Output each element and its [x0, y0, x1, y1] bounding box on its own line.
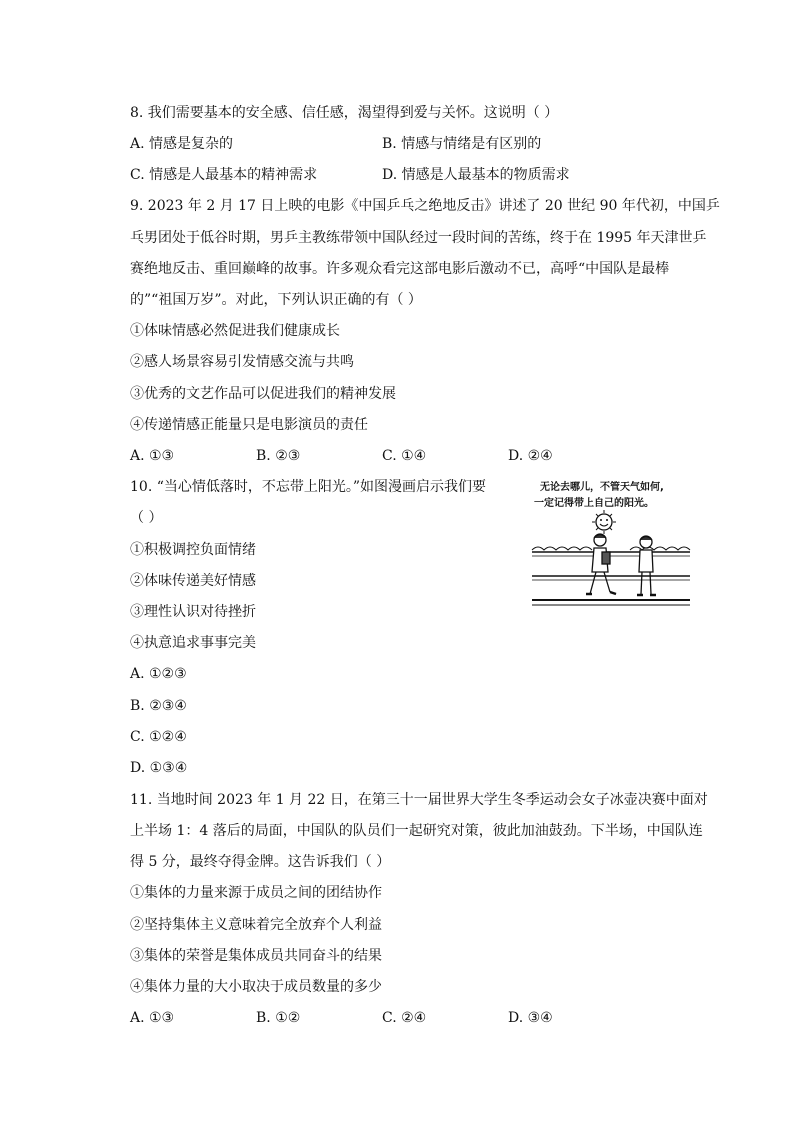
q8-option-a: A. 情感是复杂的	[130, 136, 234, 152]
q9-item-1: ①体味情感必然促进我们健康成长	[130, 323, 340, 339]
q10-stem-line: （ ）	[130, 510, 163, 526]
walking-boy-figure	[586, 534, 616, 594]
q11-item-4: ④集体力量的大小取决于成员数量的多少	[130, 979, 382, 995]
q10-option-b: B. ②③④	[130, 698, 187, 714]
q9-item-2: ②感人场景容易引发情感交流与共鸣	[130, 354, 354, 370]
q9-stem-line: 乓男团处于低谷时期，男乒主教练带领中国队经过一段时间的苦练，终于在 1995 年天津世乒	[130, 230, 707, 246]
comic-caption-line-2: 一定记得带上自己的阳光。	[534, 498, 654, 509]
standing-boy-figure	[637, 536, 656, 595]
q8-option-d: D. 情感是人最基本的物质需求	[382, 167, 570, 183]
q10-item-2: ②体味传递美好情感	[130, 573, 256, 589]
q9-option-d: D. ②④	[508, 448, 553, 464]
q11-option-b: B. ①②	[256, 1010, 301, 1026]
q11-stem-line: 11. 当地时间 2023 年 1 月 22 日，在第三十一届世界大学生冬季运动会女子冰壶决赛中面对	[130, 792, 708, 808]
q9-stem-line: 的”“祖国万岁”。对此，下列认识正确的有（ ）	[130, 292, 422, 308]
q9-item-3: ③优秀的文艺作品可以促进我们的精神发展	[130, 386, 396, 402]
q11-stem-line: 得 5 分，最终夺得金牌。这告诉我们（ ）	[130, 854, 391, 870]
q9-stem-line: 9. 2023 年 2 月 17 日上映的电影《中国乒乓之绝地反击》讲述了 20 世纪 90 年代初，中国乒	[130, 198, 720, 214]
q9-option-a: A. ①③	[130, 448, 175, 464]
q8-stem: 8. 我们需要基本的安全感、信任感，渴望得到爱与关怀。这说明（ ）	[130, 105, 559, 121]
q11-option-c: C. ②④	[382, 1010, 427, 1026]
q10-option-d: D. ①③④	[130, 760, 188, 776]
q10-item-1: ①积极调控负面情绪	[130, 542, 256, 558]
q11-item-1: ①集体的力量来源于成员之间的团结协作	[130, 885, 382, 901]
q9-option-b: B. ②③	[256, 448, 301, 464]
q10-item-4: ④执意追求事事完美	[130, 635, 256, 651]
q11-item-2: ②坚持集体主义意味着完全放弃个人利益	[130, 917, 382, 933]
comic-illustration	[530, 476, 692, 612]
q10-option-a: A. ①②③	[130, 666, 187, 682]
q10-option-c: C. ①②④	[130, 729, 187, 745]
q9-option-c: C. ①④	[382, 448, 427, 464]
q9-stem-line: 赛绝地反击、重回巅峰的故事。许多观众看完这部电影后激动不已，高呼“中国队是最棒	[130, 261, 670, 277]
q11-option-d: D. ③④	[508, 1010, 553, 1026]
q8-option-b: B. 情感与情绪是有区别的	[382, 136, 542, 152]
q11-stem-line: 上半场 1：4 落后的局面，中国队的队员们一起研究对策，彼此加油鼓劲。下半场，中国队连	[130, 823, 703, 839]
q11-option-a: A. ①③	[130, 1010, 175, 1026]
q10-stem-line: 10. “当心情低落时，不忘带上阳光。”如图漫画启示我们要	[130, 479, 487, 495]
q9-item-4: ④传递情感正能量只是电影演员的责任	[130, 417, 368, 433]
smiling-sun-icon	[592, 510, 616, 534]
q11-item-3: ③集体的荣誉是集体成员共同奋斗的结果	[130, 948, 382, 964]
comic-caption-line-1: 无论去哪儿，不管天气如何,	[540, 482, 664, 493]
q10-item-3: ③理性认识对待挫折	[130, 604, 256, 620]
q8-option-c: C. 情感是人最基本的精神需求	[130, 167, 318, 183]
